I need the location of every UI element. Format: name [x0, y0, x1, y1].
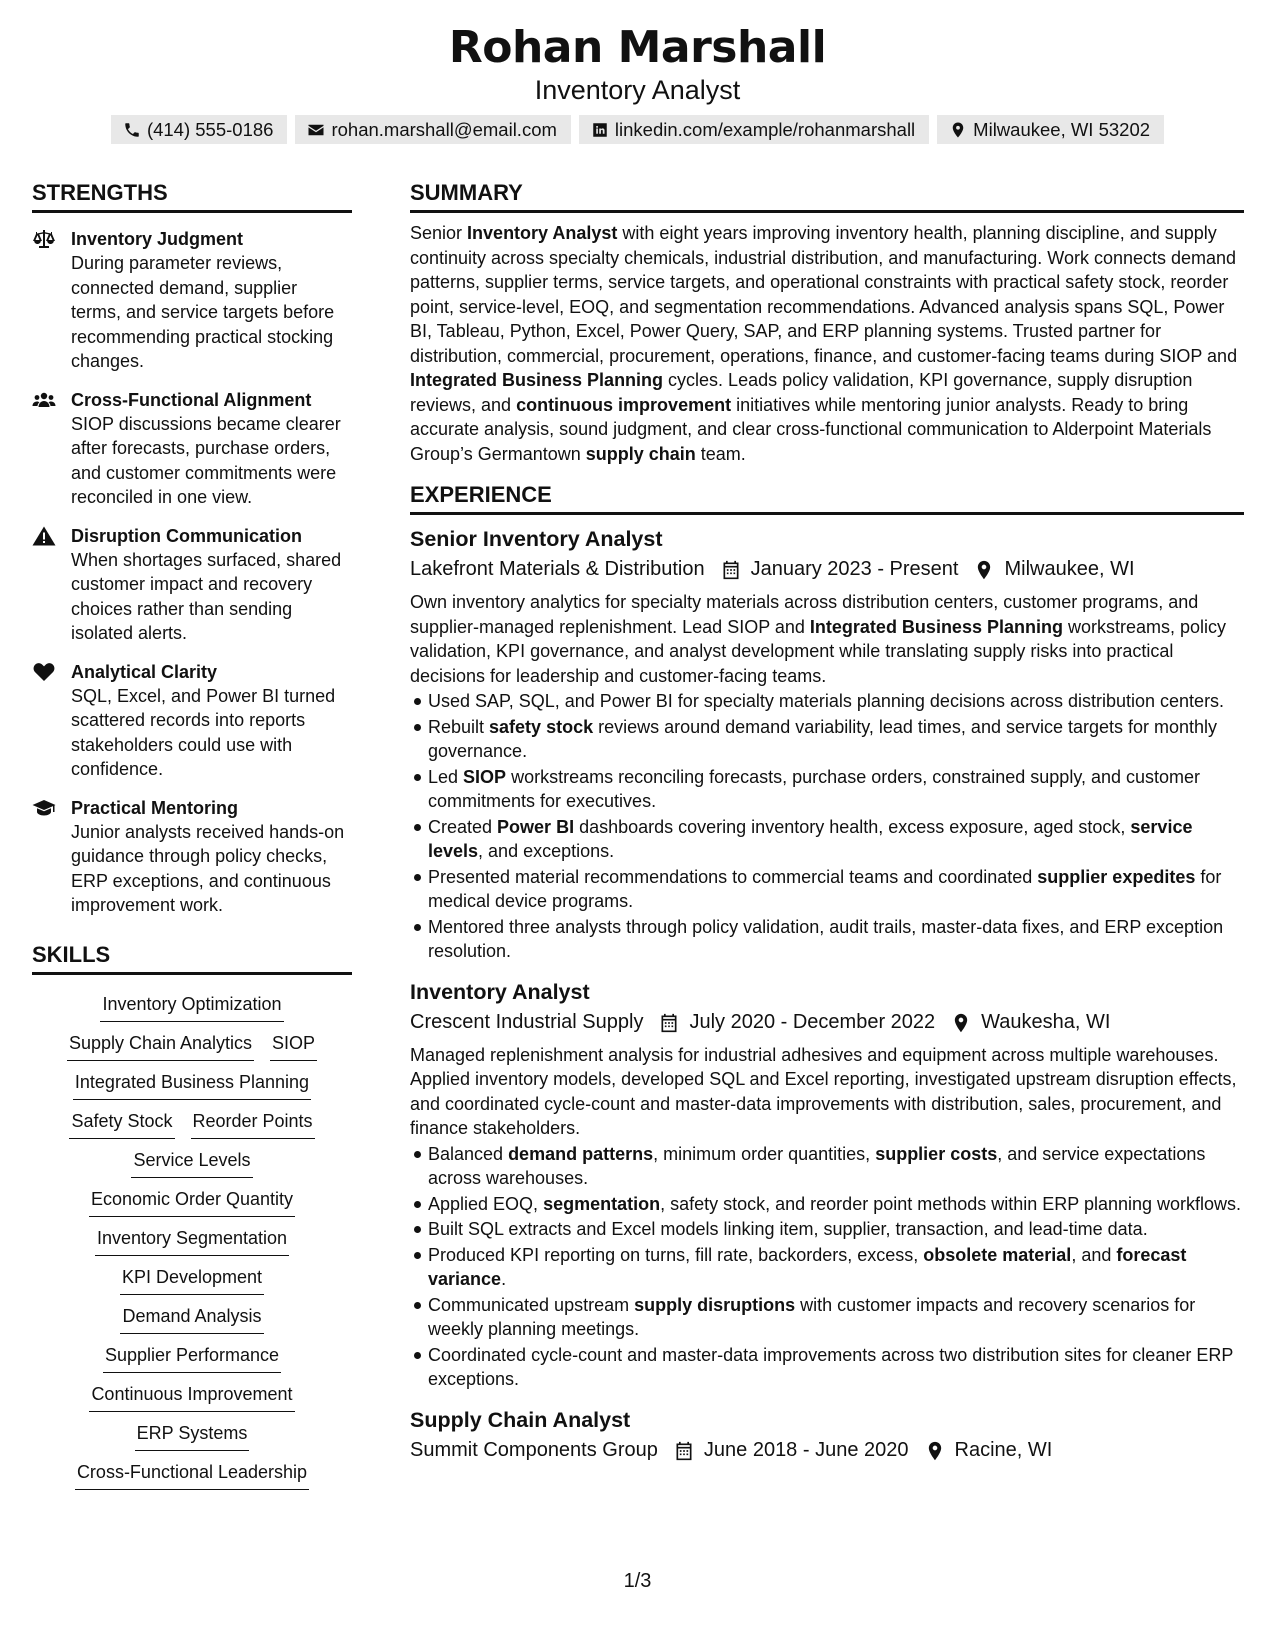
bold-keyword: segmentation — [543, 1193, 661, 1214]
job-title: Senior Inventory Analyst — [410, 527, 663, 551]
candidate-title: Inventory Analyst — [534, 75, 741, 105]
skill-row — [75, 1460, 309, 1490]
experience-heading: EXPERIENCE — [410, 480, 1244, 515]
skill-row — [120, 1304, 263, 1334]
warning-icon — [32, 526, 56, 546]
skill-tag: ERP Systems — [135, 1421, 250, 1451]
page-number: 1/3 — [623, 1570, 652, 1592]
skill-tag: Demand Analysis — [120, 1304, 263, 1334]
skill-tag: SIOP — [270, 1031, 317, 1061]
contact-email[interactable] — [295, 115, 570, 144]
bullet-item: Used SAP, SQL, and Power BI for specialty materials planning decisions across distribution centers. — [410, 689, 1244, 714]
strength-title: Analytical Clarity — [71, 661, 218, 682]
users-icon — [32, 390, 56, 410]
job-dates: January 2023 - Present — [750, 558, 959, 580]
graduation-cap-icon — [32, 798, 56, 818]
skill-tag: Continuous Improvement — [89, 1382, 294, 1412]
job-meta — [410, 554, 1244, 584]
bold-keyword: Inventory Analyst — [467, 223, 618, 243]
bold-keyword: supplier costs — [875, 1143, 998, 1164]
bold-keyword: supply disruptions — [634, 1294, 796, 1315]
job-title: Supply Chain Analyst — [410, 1407, 631, 1432]
job-title: Inventory Analyst — [410, 979, 590, 1004]
strength-item — [32, 388, 352, 510]
job-entry — [410, 525, 1244, 964]
skill-row — [69, 1109, 314, 1139]
location-pin-icon — [951, 1012, 971, 1032]
email-icon — [307, 121, 325, 139]
skills-heading: SKILLS — [32, 940, 352, 975]
skill-row — [103, 1343, 281, 1373]
bold-keyword: obsolete material — [923, 1244, 1072, 1265]
contact-linkedin-text: linkedin.com/example/rohanmarshall — [614, 118, 916, 140]
job-dates: June 2018 - June 2020 — [703, 1438, 909, 1461]
strength-title: Inventory Judgment — [71, 229, 244, 249]
bold-keyword: service levels — [428, 816, 1193, 861]
bullet-item: Led SIOP workstreams reconciling forecasts, purchase orders, constrained supply, and customer commitments for executives. — [410, 765, 1244, 814]
left-column — [32, 178, 352, 1490]
right-column — [410, 178, 1244, 1465]
contact-email-text: rohan.marshall@email.com — [331, 118, 557, 140]
skill-row — [135, 1421, 250, 1451]
bold-keyword: Power BI — [497, 816, 575, 837]
bold-keyword: supplier expedites — [1037, 866, 1196, 887]
contact-linkedin[interactable] — [579, 115, 929, 144]
candidate-name: Rohan Marshall — [448, 22, 827, 73]
job-description: Own inventory analytics for specialty materials across distribution centers, customer programs, and supplier-managed replenishment. Lead SIOP and Integrated Business Planning workstreams, policy validation, KPI governance, and analyst development while translating supply risks into practical decisions for leadership and customer-facing teams. — [410, 592, 1227, 686]
bullet-item: Presented material recommendations to commercial teams and coordinated supplier expedites for medical device programs. — [410, 865, 1244, 914]
bullet-item: Produced KPI reporting on turns, fill rate, backorders, excess, obsolete material, and forecast variance. — [410, 1243, 1244, 1292]
strength-title: Disruption Communication — [71, 525, 302, 546]
strength-desc: SQL, Excel, and Power BI turned scattered records into reports stakeholders could use with confidence. — [71, 685, 336, 779]
bold-keyword: safety stock — [489, 716, 594, 737]
job-location: Racine, WI — [954, 1438, 1053, 1461]
summary-heading: SUMMARY — [410, 178, 1244, 213]
job-location: Waukesha, WI — [981, 1010, 1111, 1033]
location-pin-icon — [974, 559, 994, 579]
calendar-icon — [659, 1012, 679, 1032]
job-meta — [410, 1435, 1244, 1465]
skill-tag: Supply Chain Analytics — [67, 1031, 254, 1061]
job-bullets — [410, 689, 1244, 964]
linkedin-icon — [591, 121, 609, 139]
skill-tag: Inventory Segmentation — [95, 1226, 289, 1256]
contact-location-text: Milwaukee, WI 53202 — [973, 118, 1151, 140]
location-pin-icon — [925, 1440, 945, 1460]
strength-item — [32, 227, 352, 374]
strength-desc: SIOP discussions became clearer after forecasts, purchase orders, and customer commitments were reconciled in one view. — [71, 413, 341, 507]
skill-row — [73, 1070, 311, 1100]
contact-phone-text: (414) 555-0186 — [146, 118, 274, 140]
strength-title: Practical Mentoring — [71, 797, 239, 818]
strength-item — [32, 796, 352, 918]
contact-phone[interactable] — [111, 115, 288, 144]
phone-icon — [123, 121, 141, 139]
skill-tag: Service Levels — [131, 1148, 252, 1178]
skill-row — [95, 1226, 289, 1256]
calendar-icon — [721, 559, 741, 579]
heart-icon — [32, 662, 56, 682]
bullet-item: Coordinated cycle-count and master-data improvements across two distribution sites for cleaner ERP exceptions. — [410, 1343, 1244, 1392]
skill-row — [131, 1148, 252, 1178]
skills-list — [32, 983, 352, 1490]
skill-tag: Safety Stock — [69, 1109, 174, 1139]
contact-bar — [0, 115, 1275, 144]
strengths-heading: STRENGTHS — [32, 178, 352, 213]
job-company: Summit Components Group — [410, 1438, 658, 1461]
bold-keyword: Integrated Business Planning — [809, 616, 1063, 637]
bold-keyword: Integrated Business Planning — [410, 370, 664, 390]
bullet-item: Applied EOQ, segmentation, safety stock, and reorder point methods within ERP planning workflows. — [410, 1192, 1244, 1217]
job-company: Crescent Industrial Supply — [410, 1010, 644, 1033]
skill-tag: Integrated Business Planning — [73, 1070, 311, 1100]
strength-item — [32, 524, 352, 646]
skill-tag: Inventory Optimization — [100, 992, 283, 1022]
job-bullets — [410, 1142, 1244, 1392]
resume-header — [0, 22, 1275, 144]
skill-tag: Cross-Functional Leadership — [75, 1460, 309, 1490]
skill-row — [67, 1031, 317, 1061]
job-company: Lakefront Materials & Distribution — [410, 558, 705, 580]
bullet-item: Built SQL extracts and Excel models linking item, supplier, transaction, and lead-time data. — [410, 1217, 1244, 1242]
strength-item — [32, 660, 352, 782]
skill-row — [89, 1382, 294, 1412]
job-meta — [410, 1007, 1244, 1037]
bold-keyword: SIOP — [463, 766, 507, 787]
location-pin-icon — [949, 121, 967, 139]
job-description: Managed replenishment analysis for industrial adhesives and equipment across multiple warehouses. Applied inventory models, developed SQL and Excel reporting, investigated upstream disruption effects, and coordinated cycle-count and master-data improvements with distribution, sales, procurement, and finance stakeholders. — [410, 1044, 1237, 1138]
skill-row — [89, 1187, 295, 1217]
skill-tag: KPI Development — [120, 1265, 264, 1295]
bullet-item: Mentored three analysts through policy validation, audit trails, master-data fixes, and ERP exception resolution. — [410, 915, 1244, 964]
bold-keyword: supply chain — [585, 443, 696, 464]
bullet-item: Created Power BI dashboards covering inventory health, excess exposure, aged stock, service levels, and exceptions. — [410, 815, 1244, 864]
calendar-icon — [674, 1440, 694, 1460]
bold-keyword: forecast variance — [428, 1244, 1187, 1289]
scale-icon — [32, 229, 56, 249]
bullet-item: Balanced demand patterns, minimum order quantities, supplier costs, and service expectations across warehouses. — [410, 1142, 1244, 1191]
bullet-item: Rebuilt safety stock reviews around demand variability, lead times, and service targets for monthly governance. — [410, 715, 1244, 764]
job-dates: July 2020 - December 2022 — [689, 1010, 936, 1033]
strength-desc: During parameter reviews, connected demand, supplier terms, and service targets before recommending practical stocking changes. — [71, 253, 335, 371]
skill-tag: Economic Order Quantity — [89, 1187, 295, 1217]
job-entry — [410, 978, 1244, 1392]
skill-row — [100, 992, 283, 1022]
skill-row — [120, 1265, 264, 1295]
skill-tag: Reorder Points — [191, 1109, 315, 1139]
experience-list — [410, 525, 1244, 1465]
contact-location — [937, 115, 1164, 144]
strength-title: Cross-Functional Alignment — [71, 389, 312, 410]
bullet-item: Communicated upstream supply disruptions with customer impacts and recovery scenarios for weekly planning meetings. — [410, 1293, 1244, 1342]
summary-text: Senior Inventory Analyst with eight years improving inventory health, planning discipline, and supply continuity across specialty chemicals, industrial distribution, and manufacturing. Work connects demand patterns, supplier terms, service targets, and operational constraints with practical safety stock, reorder point, service-level, EOQ, and segmentation recommendations. Advanced analysis spans SQL, Power BI, Tableau, Python, Excel, Power Query, SAP, and ERP planning systems. Trusted partner for distribution, commercial, procurement, operations, finance, and customer-facing teams during SIOP and Integrated Business Planning cycles. Leads policy validation, KPI governance, supply disruption reviews, and continuous improvement initiatives while mentoring junior analysts. Ready to bring accurate analysis, sound judgment, and clear cross-functional communication to Alderpoint Materials Group’s Germantown supply chain team. — [410, 223, 1238, 464]
job-entry — [410, 1406, 1244, 1465]
strength-desc: When shortages surfaced, shared customer impact and recovery choices rather than sending isolated alerts. — [71, 549, 342, 643]
job-location: Milwaukee, WI — [1004, 558, 1135, 580]
bold-keyword: continuous improvement — [516, 394, 732, 415]
skill-tag: Supplier Performance — [103, 1343, 281, 1373]
bold-keyword: demand patterns — [508, 1143, 654, 1164]
strength-desc: Junior analysts received hands-on guidance through policy checks, ERP exceptions, and continuous improvement work. — [71, 821, 345, 915]
